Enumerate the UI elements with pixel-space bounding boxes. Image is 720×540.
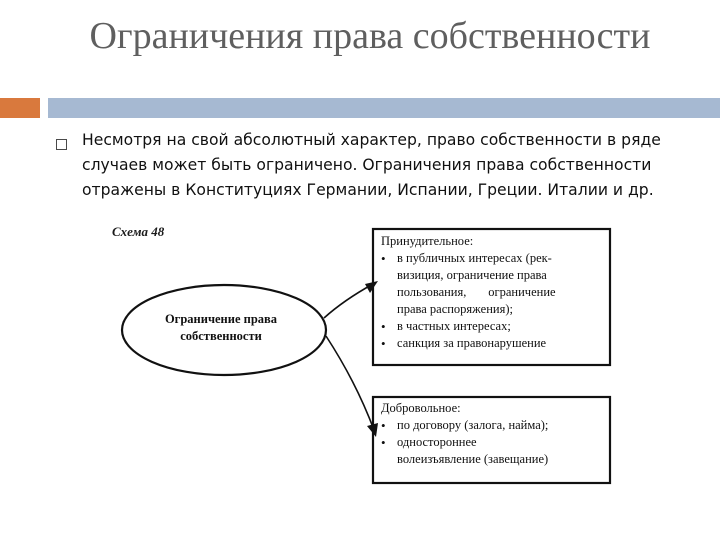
voluntary-item-unilateral-line2: волеизъявление (завещание) xyxy=(397,452,549,466)
voluntary-header: Добровольное: xyxy=(381,401,461,415)
compulsory-item-sanction: • санкция за правонарушение xyxy=(381,335,609,352)
compulsory-item-public-line2: визиция, ограничение права xyxy=(397,268,547,282)
arrow-upper-line xyxy=(324,284,373,318)
slide-title: Ограничения права собственности xyxy=(89,15,651,57)
center-label-line2: собственности xyxy=(180,329,262,343)
center-label xyxy=(151,311,291,345)
compulsory-item-public-line3: пользования, ограничение xyxy=(397,285,556,299)
arrow-lower-line xyxy=(326,336,374,430)
schema-label: Схема 48 xyxy=(112,224,165,239)
compulsory-item-public-line1: • в публичных интересах (рек- xyxy=(381,250,609,267)
center-label-line1: Ограничение права xyxy=(164,312,278,326)
body-paragraph: Несмотря на свой абсолютный характер, право собственности в ряде случаев может быть ограничено. Ограничения права собственности отражены в Конституциях Германии, Испании, Греции. Италии и др. xyxy=(82,131,661,199)
voluntary-item-contract: • по договору (залога, найма); xyxy=(381,417,609,434)
compulsory-item-private: • в частных интересах; xyxy=(381,318,609,335)
compulsory-item-public-line4: права распоряжения); xyxy=(397,302,513,316)
voluntary-box-text xyxy=(381,400,609,468)
compulsory-box-text xyxy=(381,233,609,352)
voluntary-item-unilateral-line1: • одностороннее xyxy=(381,434,609,451)
compulsory-header: Принудительное: xyxy=(381,234,474,248)
arrow-upper-head xyxy=(365,281,378,293)
